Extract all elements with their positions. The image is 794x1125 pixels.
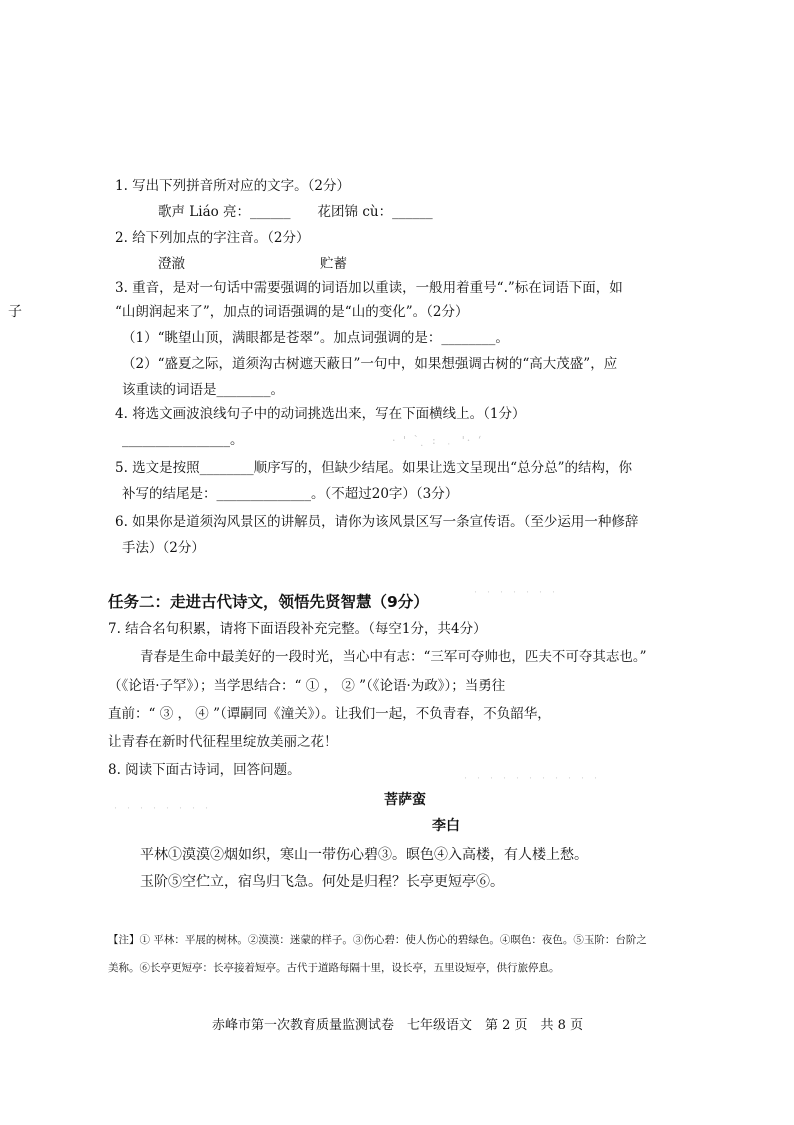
q7-line1: 青春是生命中最美好的一段时光，当心中有志：“三军可夺帅也，匹夫不可夺其志也。” bbox=[140, 649, 647, 665]
q7-line3: 直前：“ ③ ， ④ ”（谭嗣同《潼关》）。让我们一起，不负青春，不负韶华， bbox=[108, 706, 551, 722]
q5-line2: 补写的结尾是：______________。（不超过20字）（3分） bbox=[122, 486, 459, 502]
q3-line2: “山朗润起来了”，加点的词语强调的是“山的变化”。（2分） bbox=[115, 304, 469, 320]
poem-line-2: 玉阶⑤空伫立，宿鸟归飞急。何处是归程？长亭更短亭⑥。 bbox=[140, 874, 504, 890]
bleed-through-mark: · ' ` ̣ : ﹒ '· ʻ bbox=[392, 434, 484, 447]
q7-line2: （《论语·子罕》）；当学思结合：“ ① ， ② ”（《论语·为政》）；当勇往 bbox=[108, 678, 506, 694]
q4-line1: 4. 将选文画波浪线句子中的动词挑选出来，写在下面横线上。（1分） bbox=[115, 406, 526, 422]
q7-title: 7. 结合名句积累，请将下面语段补充完整。（每空1分，共4分） bbox=[108, 621, 487, 637]
q7-line4: 让青春在新时代征程里绽放美丽之花！ bbox=[108, 734, 338, 750]
q6-line1: 6. 如果你是道须沟风景区的讲解员，请你为该风景区写一条宣传语。（至少运用一种修辞 bbox=[115, 514, 639, 530]
poem-author: 李白 bbox=[432, 818, 460, 834]
q3-line4: （2）“盛夏之际，道须沟古树遮天蔽日”一句中，如果想强调古树的“高大茂盛”，应 bbox=[122, 356, 618, 372]
bleed-through-mark: ﹒﹒﹒﹒﹒﹒﹒﹒﹒﹒﹒ bbox=[460, 768, 603, 781]
q8-title: 8. 阅读下面古诗词，回答问题。 bbox=[108, 762, 301, 778]
poem-title: 菩萨蛮 bbox=[384, 792, 426, 808]
q2-title: 2. 给下列加点的字注音。（2分） bbox=[115, 230, 310, 246]
page-footer: 赤峰市第一次教育质量监测试卷 七年级语文 第 2 页 共 8 页 bbox=[212, 1018, 584, 1033]
task2-title: 任务二：走进古代诗文，领悟先贤智慧（9分） bbox=[108, 593, 429, 611]
poem-line-1: 平林①漠漠②烟如织，寒山一带伤心碧③。暝色④入高楼，有人楼上愁。 bbox=[140, 847, 588, 863]
q3-line5: 该重读的词语是________。 bbox=[122, 382, 284, 398]
bleed-through-mark: ﹒﹒﹒﹒﹒﹒﹒ bbox=[470, 582, 561, 595]
q3-line1: 3. 重音，是对一句话中需要强调的词语加以重读，一般用着重号“.”标在词语下面，如 bbox=[115, 280, 623, 296]
q4-line2: ________________。 bbox=[122, 432, 244, 448]
bleed-through-mark: ﹒﹒﹒﹒﹒﹒﹒﹒ bbox=[110, 798, 214, 811]
q1-items: 歌声 Liáo 亮：______ 花团锦 cù：______ bbox=[158, 204, 433, 220]
notes-line-2: 美称。⑥长亭更短亭：长亭接着短亭。古代于道路每隔十里，设长亭，五里设短亭，供行旅停息。 bbox=[108, 962, 560, 974]
q1-title: 1. 写出下列拼音所对应的文字。（2分） bbox=[115, 178, 351, 194]
q2-items: 澄澈 贮蓄 bbox=[158, 256, 347, 272]
q3-line3: （1）“眺望山顶，满眼都是苍翠”。加点词强调的是：________。 bbox=[122, 330, 509, 346]
q6-line2: 手法）（2分） bbox=[122, 540, 205, 556]
side-mark: 子 bbox=[8, 304, 22, 320]
notes-line-1: 【注】① 平林：平展的树林。②漠漠：迷蒙的样子。③伤心碧：使人伤心的碧绿色。④暝色：夜色。⑤玉阶：台阶之 bbox=[108, 934, 647, 946]
q5-line1: 5. 选文是按照________顺序写的，但缺少结尾。如果让选文呈现出“总分总”的结构，你 bbox=[115, 460, 632, 476]
